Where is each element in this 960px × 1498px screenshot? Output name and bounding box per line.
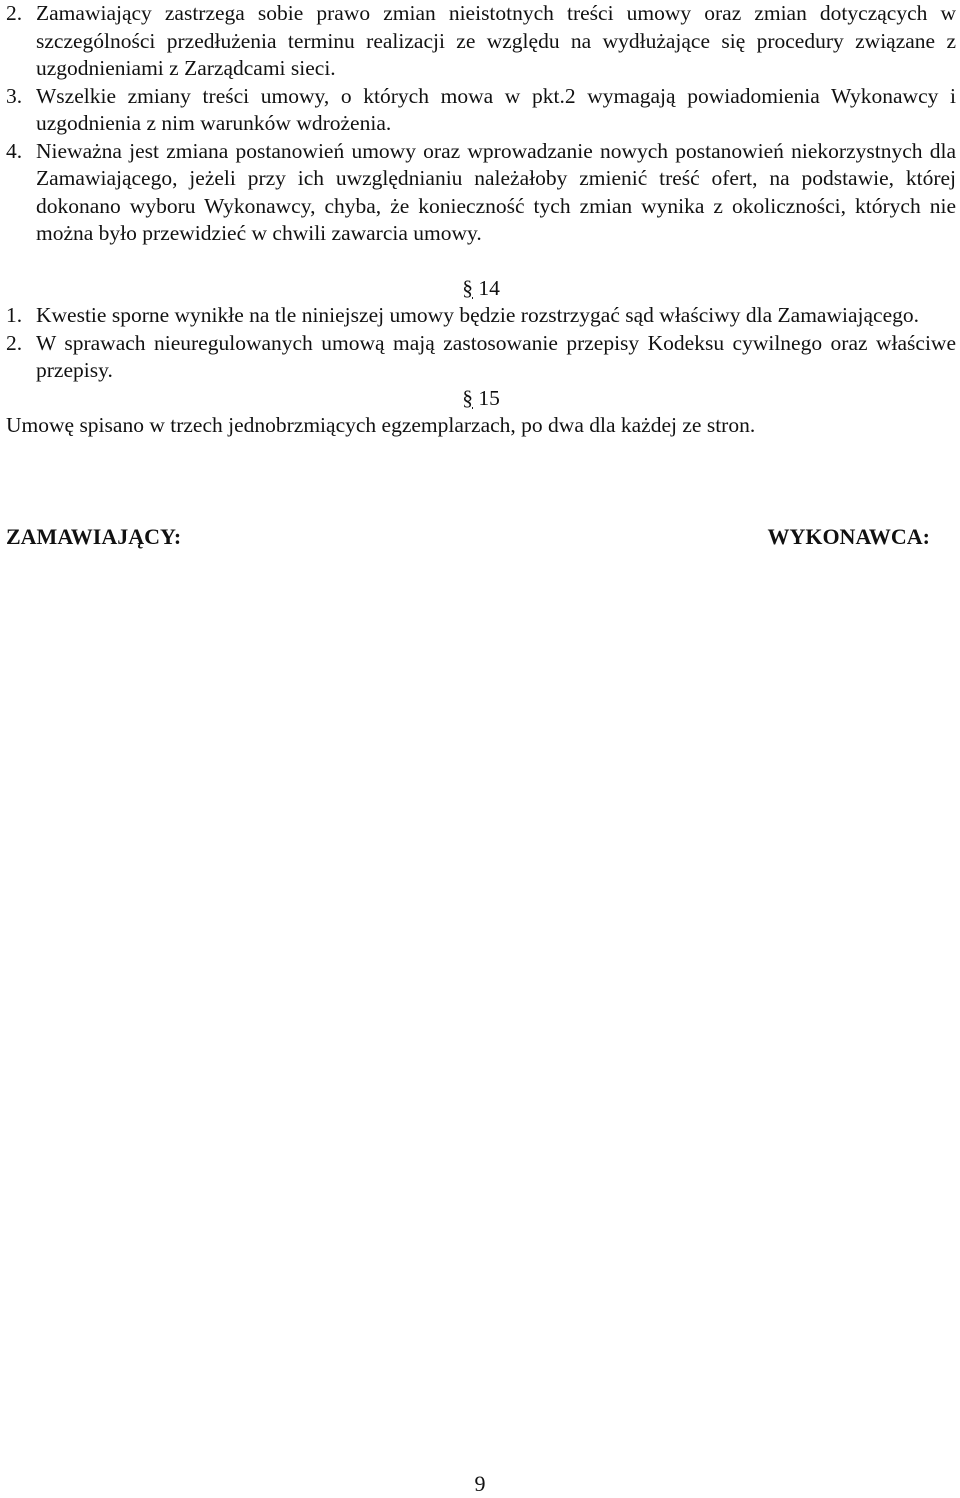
page-number: 9 <box>474 1471 486 1496</box>
signature-ordering-party: ZAMAWIAJĄCY: <box>6 524 182 549</box>
section14-clause-2 <box>6 330 956 385</box>
clause-number: 1. <box>6 303 23 327</box>
clause-2 <box>6 0 956 83</box>
section-number: 14 <box>478 275 500 300</box>
clause-number: 2. <box>6 1 23 25</box>
clause-text: W sprawach nieuregulowanych umową mają zastosowanie przepisy Kodeksu cywilnego oraz właściwe przepisy. <box>36 330 956 382</box>
clause-4 <box>6 138 956 248</box>
clause-number: 4. <box>6 138 23 163</box>
section-heading-14 <box>6 275 956 303</box>
clause-3 <box>6 83 956 138</box>
section-number: 15 <box>478 385 500 410</box>
clause-number: 3. <box>6 83 23 108</box>
section-symbol: § <box>462 275 473 300</box>
section-symbol: § <box>462 385 473 410</box>
section14-clause-1 <box>6 302 956 330</box>
clause-text: Zamawiający zastrzega sobie prawo zmian nieistotnych treści umowy oraz zmian dotyczących w szczególności przedłużenia terminu realizacji ze względu na wydłużające się procedury związane z uzgodnieniami z Zarządcami sieci. <box>36 1 956 80</box>
clause-text: Nieważna jest zmiana postanowień umowy oraz wprowadzanie nowych postanowień niekorzystnych dla Zamawiającego, jeżeli przy ich uwzględnianiu należałoby zmienić treść ofert, na podstawie, której dokonano wyboru Wykonawcy, chyba, że konieczność tych zmian wynika z okoliczności, których nie można było przewidzieć w chwili zawarcia umowy. <box>36 138 956 245</box>
section-heading-15 <box>6 385 956 413</box>
clause-text: Kwestie sporne wynikłe na tle niniejszej umowy będzie rozstrzygać sąd właściwy dla Zamawiającego. <box>36 303 919 327</box>
document-body <box>6 0 956 440</box>
signature-contractor: WYKONAWCA: <box>767 524 930 549</box>
clause-text: Wszelkie zmiany treści umowy, o których mowa w pkt.2 wymagają powiadomienia Wykonawcy i uzgodnienia z nim warunków wdrożenia. <box>36 83 956 135</box>
section15-text: Umowę spisano w trzech jednobrzmiących egzemplarzach, po dwa dla każdej ze stron. <box>6 413 756 437</box>
clause-number: 2. <box>6 330 23 355</box>
